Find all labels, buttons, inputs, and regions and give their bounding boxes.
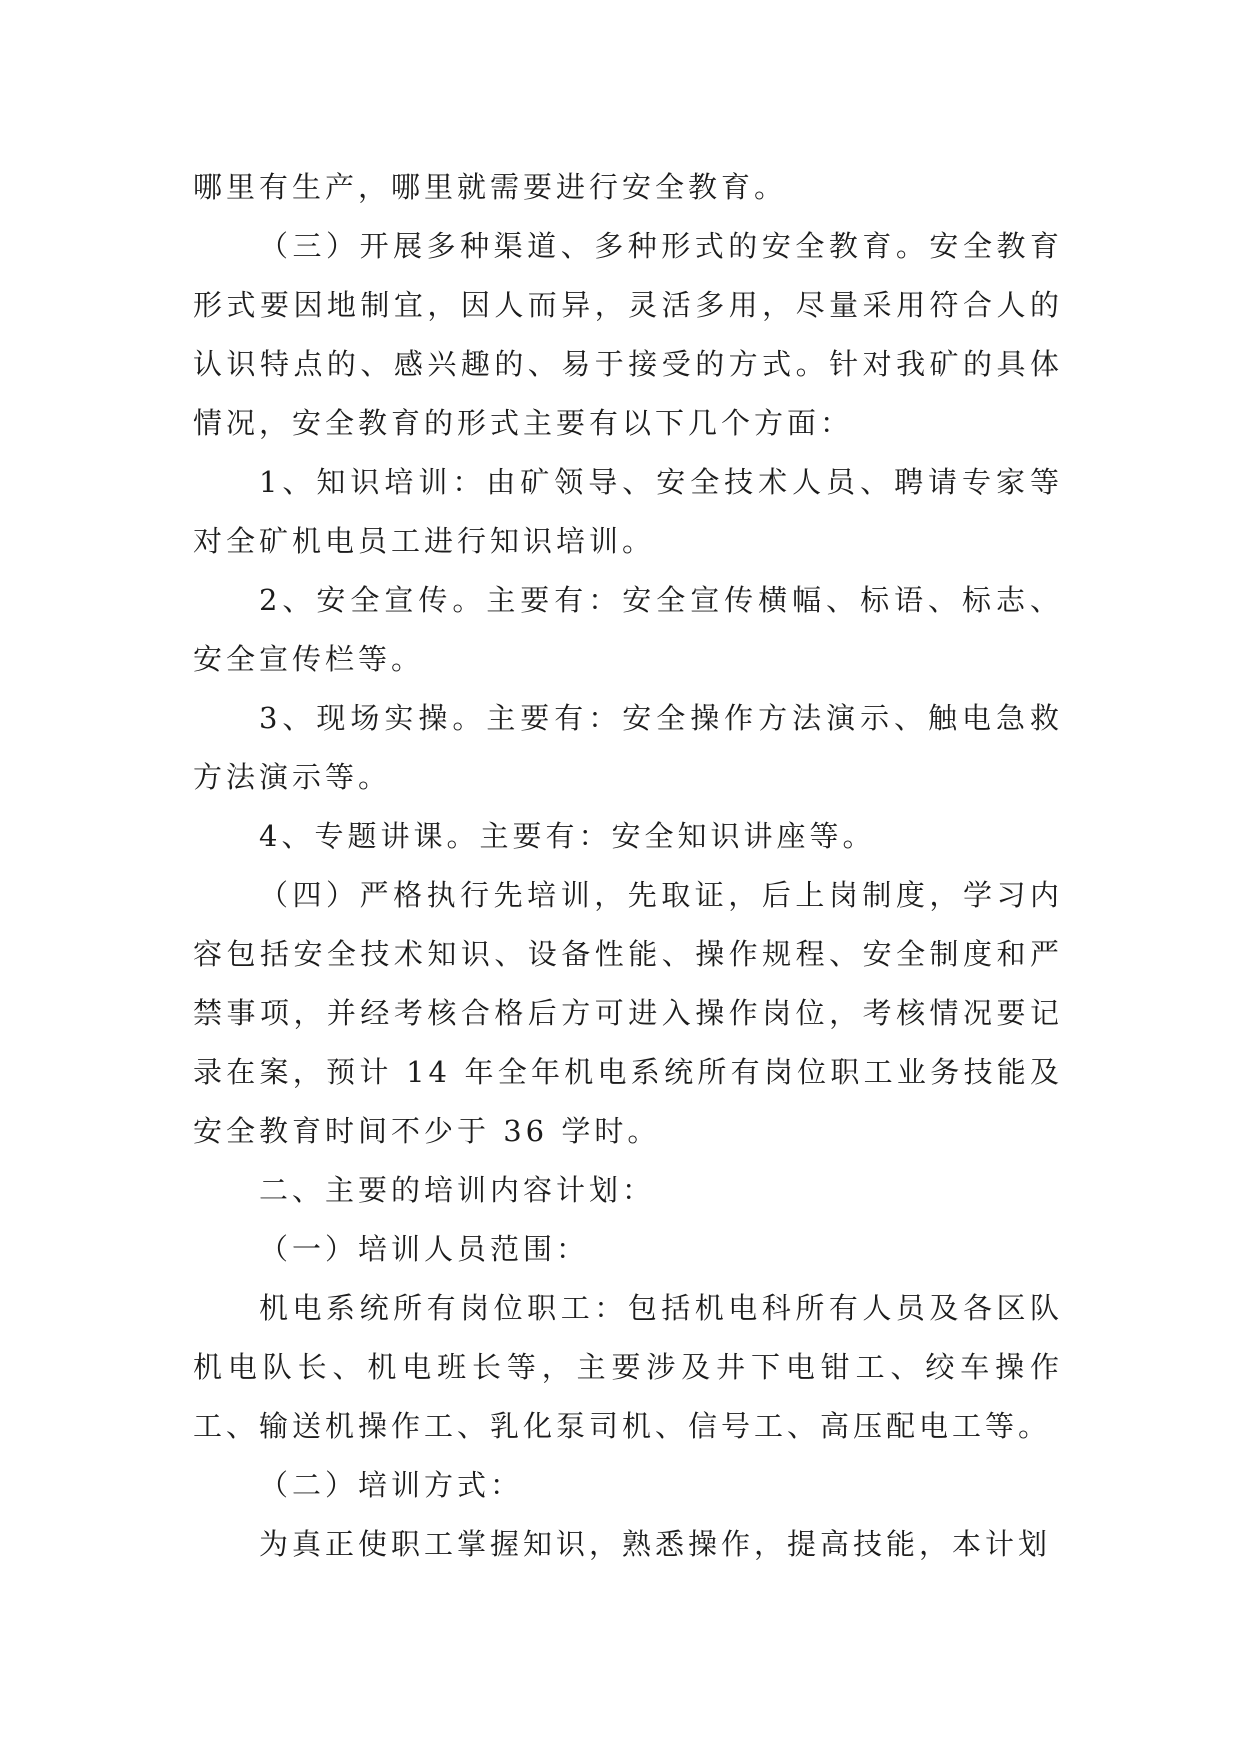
paragraph-section-3: （三）开展多种渠道、多种形式的安全教育。安全教育形式要因地制宜，因人而异，灵活多用，尽量采用符合人的认识特点的、感兴趣的、易于接受的方式。针对我矿的具体情况，安全教育的形式主要有以下几个方面： bbox=[193, 229, 1063, 440]
heading-training-plan: 二、主要的培训内容计划： bbox=[259, 1173, 656, 1207]
paragraph-training-method: 为真正使职工掌握知识，熟悉操作，提高技能，本计划 bbox=[259, 1527, 1052, 1561]
heading-trainee-scope: （一）培训人员范围： bbox=[259, 1232, 590, 1266]
document-body bbox=[193, 158, 1063, 1574]
heading-training-method: （二）培训方式： bbox=[259, 1468, 524, 1502]
paragraph-item-1: 1、知识培训：由矿领导、安全技术人员、聘请专家等对全矿机电员工进行知识培训。 bbox=[193, 465, 1063, 558]
paragraph-section-4: （四）严格执行先培训，先取证，后上岗制度，学习内容包括安全技术知识、设备性能、操作规程、安全制度和严禁事项，并经考核合格后方可进入操作岗位，考核情况要记录在案，预计 14 年全年机电系统所有岗位职工业务技能及安全教育时间不少于 36 学时。 bbox=[193, 878, 1063, 1148]
paragraph-continuation: 哪里有生产，哪里就需要进行安全教育。 bbox=[193, 170, 788, 204]
paragraph-item-2: 2、安全宣传。主要有：安全宣传横幅、标语、标志、安全宣传栏等。 bbox=[193, 583, 1063, 676]
paragraph-item-3: 3、现场实操。主要有：安全操作方法演示、触电急救方法演示等。 bbox=[193, 701, 1063, 794]
paragraph-item-4: 4、专题讲课。主要有：安全知识讲座等。 bbox=[259, 819, 876, 853]
paragraph-trainee-scope: 机电系统所有岗位职工：包括机电科所有人员及各区队机电队长、机电班长等，主要涉及井下电钳工、绞车操作工、输送机操作工、乳化泵司机、信号工、高压配电工等。 bbox=[193, 1291, 1063, 1443]
